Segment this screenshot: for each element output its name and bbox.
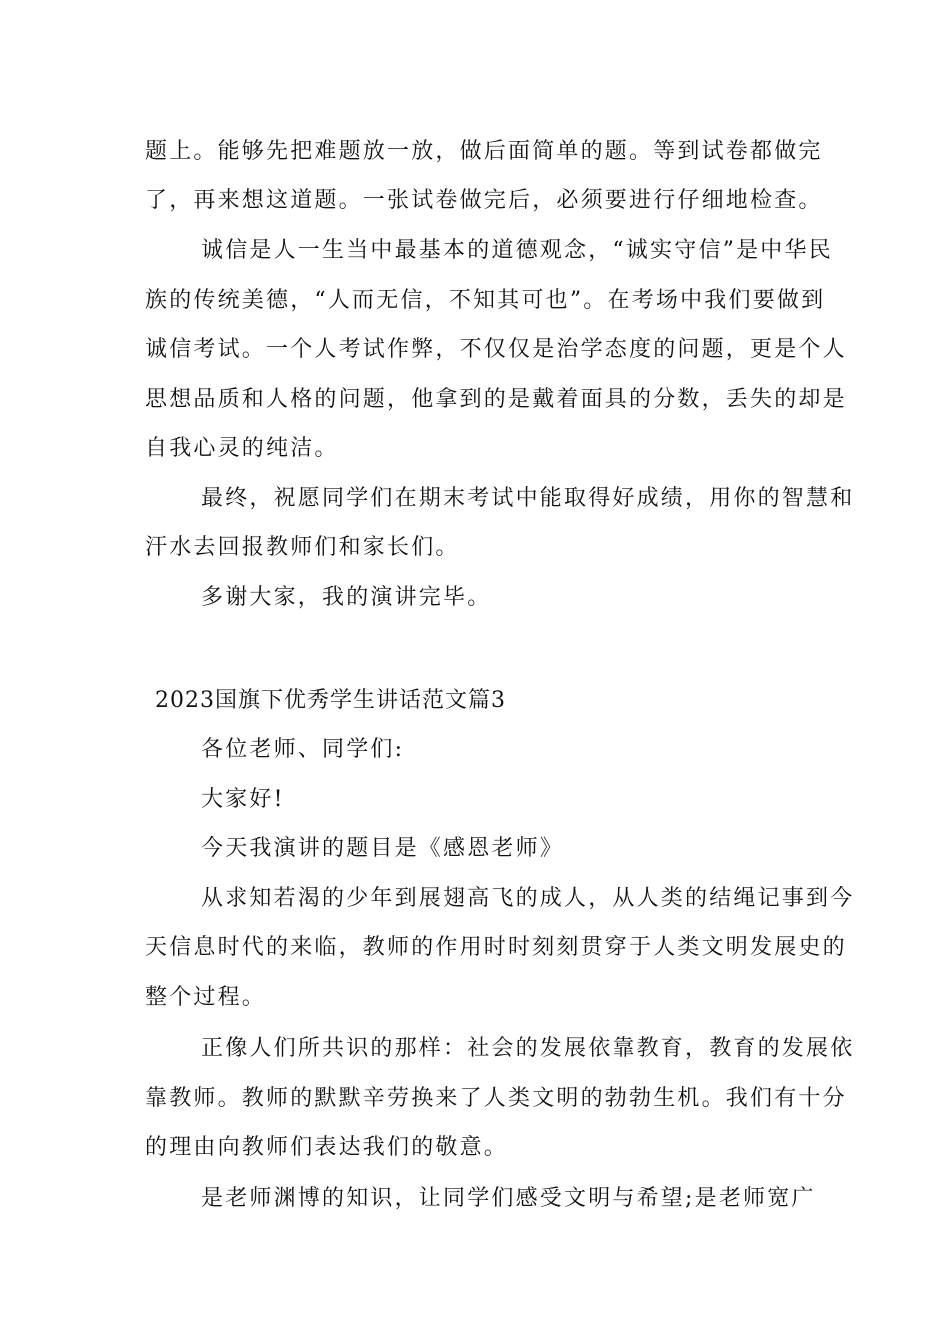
body-text-line: 靠教师。教师的默默辛劳换来了人类文明的勃勃生机。我们有十分 [145, 1086, 847, 1111]
section-title: 2023国旗下优秀学生讲话范文篇3 [155, 688, 506, 713]
body-text-line: 诚信考试。一个人考试作弊，不仅仅是治学态度的问题，更是个人 [145, 337, 847, 362]
body-text-line: 是老师渊博的知识，让同学们感受文明与希望;是老师宽广 [201, 1186, 816, 1211]
body-text-line: 思想品质和人格的问题，他拿到的是戴着面具的分数，丢失的却是 [145, 387, 847, 412]
greeting-line: 大家好! [201, 787, 285, 812]
body-text-line: 族的传统美德，“人而无信，不知其可也”。在考场中我们要做到 [145, 288, 826, 313]
salutation-line: 各位老师、同学们: [201, 737, 405, 762]
body-text-line: 题上。能够先把难题放一放，做后面简单的题。等到试卷都做完 [145, 139, 823, 164]
body-text-line: 从求知若渴的少年到展翅高飞的成人，从人类的结绳记事到今 [201, 886, 855, 911]
body-text-line: 的理由向教师们表达我们的敬意。 [145, 1135, 509, 1160]
topic-line: 今天我演讲的题目是《感恩老师》 [201, 836, 565, 861]
body-text-line: 自我心灵的纯洁。 [145, 436, 339, 461]
body-text-line: 诚信是人一生当中最基本的道德观念，“诚实守信”是中华民 [201, 238, 833, 263]
body-text-line: 多谢大家，我的演讲完毕。 [201, 585, 492, 610]
body-text-line: 整个过程。 [145, 985, 267, 1010]
body-text-line: 最终，祝愿同学们在期末考试中能取得好成绩，用你的智慧和 [201, 486, 855, 511]
body-text-line: 正像人们所共识的那样：社会的发展依靠教育，教育的发展依 [201, 1036, 855, 1061]
body-text-line: 了，再来想这道题。一张试卷做完后，必须要进行仔细地检查。 [145, 188, 823, 213]
body-text-line: 天信息时代的来临，教师的作用时时刻刻贯穿于人类文明发展史的 [145, 935, 847, 960]
body-text-line: 汗水去回报教师们和家长们。 [145, 535, 460, 560]
